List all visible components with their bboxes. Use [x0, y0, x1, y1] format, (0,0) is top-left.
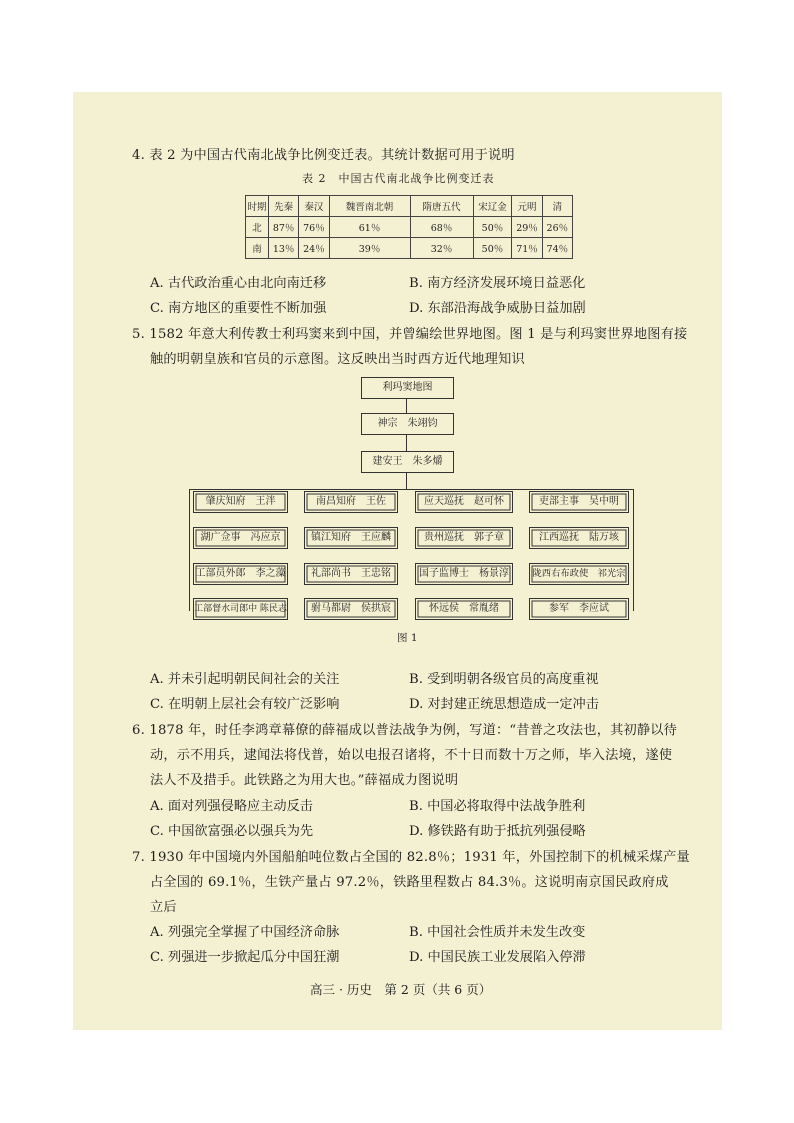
connector-line — [406, 471, 407, 490]
diagram-node-official: 工部督水司郎中 陈民志 — [193, 598, 288, 620]
q7-option-c[interactable]: C. 列强进一步掀起瓜分中国狂潮 — [150, 950, 340, 965]
table-cell: 清 — [542, 196, 572, 217]
table-cell: 50％ — [473, 238, 512, 259]
q4-option-a[interactable]: A. 古代政治重心由北向南迁移 — [150, 276, 327, 291]
q4-option-b[interactable]: B. 南方经济发展环境日益恶化 — [409, 276, 586, 291]
table-cell: 76％ — [299, 217, 329, 238]
diagram-node-official: 应天巡抚 赵可怀 — [415, 491, 513, 513]
table-2-caption: 表 2 中国古代南北战争比例变迁表 — [302, 172, 495, 185]
q6-option-b[interactable]: B. 中国必将取得中法战争胜利 — [409, 799, 586, 814]
table-cell: 时期 — [246, 196, 269, 217]
table-cell: 先秦 — [269, 196, 299, 217]
q6-stem-line-3: 法人不及措手。此铁路之为用大也。”薛福成力图说明 — [150, 773, 459, 788]
diagram-node-official: 南昌知府 王佐 — [304, 491, 398, 513]
table-cell: 32％ — [410, 238, 473, 259]
diagram-node-official: 江西巡抚 陆万垓 — [529, 527, 629, 549]
q6-option-c[interactable]: C. 中国欲富强必以强兵为先 — [150, 824, 314, 839]
table-cell: 南 — [246, 238, 269, 259]
connector-line — [189, 489, 190, 611]
page-footer: 高三 · 历史 第 2 页（共 6 页） — [310, 982, 492, 997]
q7-stem-line-2: 占全国的 69.1％，生铁产量占 97.2％，铁路里程数占 84.3％。这说明南京国民政府成 — [150, 875, 669, 890]
table-cell: 71％ — [512, 238, 542, 259]
q6-option-d[interactable]: D. 修铁路有助于抵抗列强侵略 — [409, 824, 586, 839]
q7-option-a[interactable]: A. 列强完全掌握了中国经济命脉 — [150, 925, 340, 940]
table-cell: 秦汉 — [299, 196, 329, 217]
diagram-node-official: 国子监博士 杨景淳 — [415, 563, 513, 585]
q5-option-c[interactable]: C. 在明朝上层社会有较广泛影响 — [150, 697, 340, 712]
diagram-node-official: 工部员外郎 李之藻 — [193, 563, 288, 585]
table-cell: 87％ — [269, 217, 299, 238]
table-cell: 68％ — [410, 217, 473, 238]
table-row-north — [246, 217, 573, 238]
table-cell: 61％ — [329, 217, 410, 238]
table-cell: 26％ — [542, 217, 572, 238]
table-cell: 50％ — [473, 217, 512, 238]
q7-stem-line-1: 7. 1930 年中国境内外国船舶吨位数占全国的 82.8％；1931 年，外国控制下的机械采煤产量 — [132, 850, 690, 865]
diagram-node-ricci-map: 利玛窦地图 — [361, 377, 454, 399]
diagram-node-official: 驸马都尉 侯拱宸 — [304, 598, 398, 620]
diagram-node-official: 参军 李应试 — [529, 598, 629, 620]
table-cell: 隋唐五代 — [410, 196, 473, 217]
q5-option-d[interactable]: D. 对封建正统思想造成一定冲击 — [409, 697, 599, 712]
table-cell: 魏晋南北朝 — [329, 196, 410, 217]
q6-stem-line-1: 6. 1878 年，时任李鸿章幕僚的薛福成以普法战争为例，写道：“昔普之攻法也，其初静以待 — [132, 723, 678, 738]
diagram-node-official: 湖广佥事 冯应京 — [193, 527, 288, 549]
q7-stem-line-3: 立后 — [150, 900, 177, 915]
table-cell: 元明 — [512, 196, 542, 217]
table-cell: 13％ — [269, 238, 299, 259]
table-cell: 宋辽金 — [473, 196, 512, 217]
q5-option-b[interactable]: B. 受到明朝各级官员的高度重视 — [409, 672, 599, 687]
connector-line — [406, 433, 407, 451]
diagram-node-wanli: 神宗 朱翊钧 — [361, 413, 454, 435]
connector-line — [189, 489, 634, 490]
table-cell: 74％ — [542, 238, 572, 259]
q4-option-d[interactable]: D. 东部沿海战争威胁日益加剧 — [409, 301, 586, 316]
table-row-south — [246, 238, 573, 259]
diagram-node-official: 吏部主事 吴中明 — [529, 491, 629, 513]
diagram-node-prince-jianan: 建安王 朱多爝 — [361, 451, 454, 473]
q4-option-c[interactable]: C. 南方地区的重要性不断加强 — [150, 301, 327, 316]
diagram-node-official: 怀远侯 常胤绪 — [415, 598, 513, 620]
q4-stem: 4. 表 2 为中国古代南北战争比例变迁表。其统计数据可用于说明 — [132, 148, 515, 163]
table-header-row — [246, 196, 573, 217]
table-cell: 24％ — [299, 238, 329, 259]
diagram-node-official: 陇西右布政使 祁光宗 — [529, 563, 629, 585]
figure-1-caption: 图 1 — [397, 632, 418, 644]
q6-stem-line-2: 动，示不用兵，逮闻法将伐普，始以电报召诸将，不十日而数十万之师，毕入法境，遂使 — [150, 748, 673, 763]
diagram-node-official: 镇江知府 王应麟 — [304, 527, 398, 549]
q7-option-b[interactable]: B. 中国社会性质并未发生改变 — [409, 925, 586, 940]
q7-option-d[interactable]: D. 中国民族工业发展陷入停滞 — [409, 950, 586, 965]
q5-stem-line-1: 5. 1582 年意大利传教士利玛窦来到中国，并曾编绘世界地图。图 1 是与利玛窦世界地图有接 — [132, 327, 688, 342]
diagram-node-official: 贵州巡抚 郭子章 — [415, 527, 513, 549]
diagram-node-official: 礼部尚书 王忠铭 — [304, 563, 398, 585]
table-cell: 39％ — [329, 238, 410, 259]
connector-line — [633, 489, 634, 611]
q5-option-a[interactable]: A. 并未引起明朝民间社会的关注 — [150, 672, 340, 687]
q5-stem-line-2: 触的明朝皇族和官员的示意图。这反映出当时西方近代地理知识 — [150, 352, 525, 367]
table-cell: 北 — [246, 217, 269, 238]
diagram-node-official: 肇庆知府 王泮 — [193, 491, 288, 513]
table-2 — [245, 195, 573, 259]
table-cell: 29％ — [512, 217, 542, 238]
q6-option-a[interactable]: A. 面对列强侵略应主动反击 — [150, 799, 313, 814]
